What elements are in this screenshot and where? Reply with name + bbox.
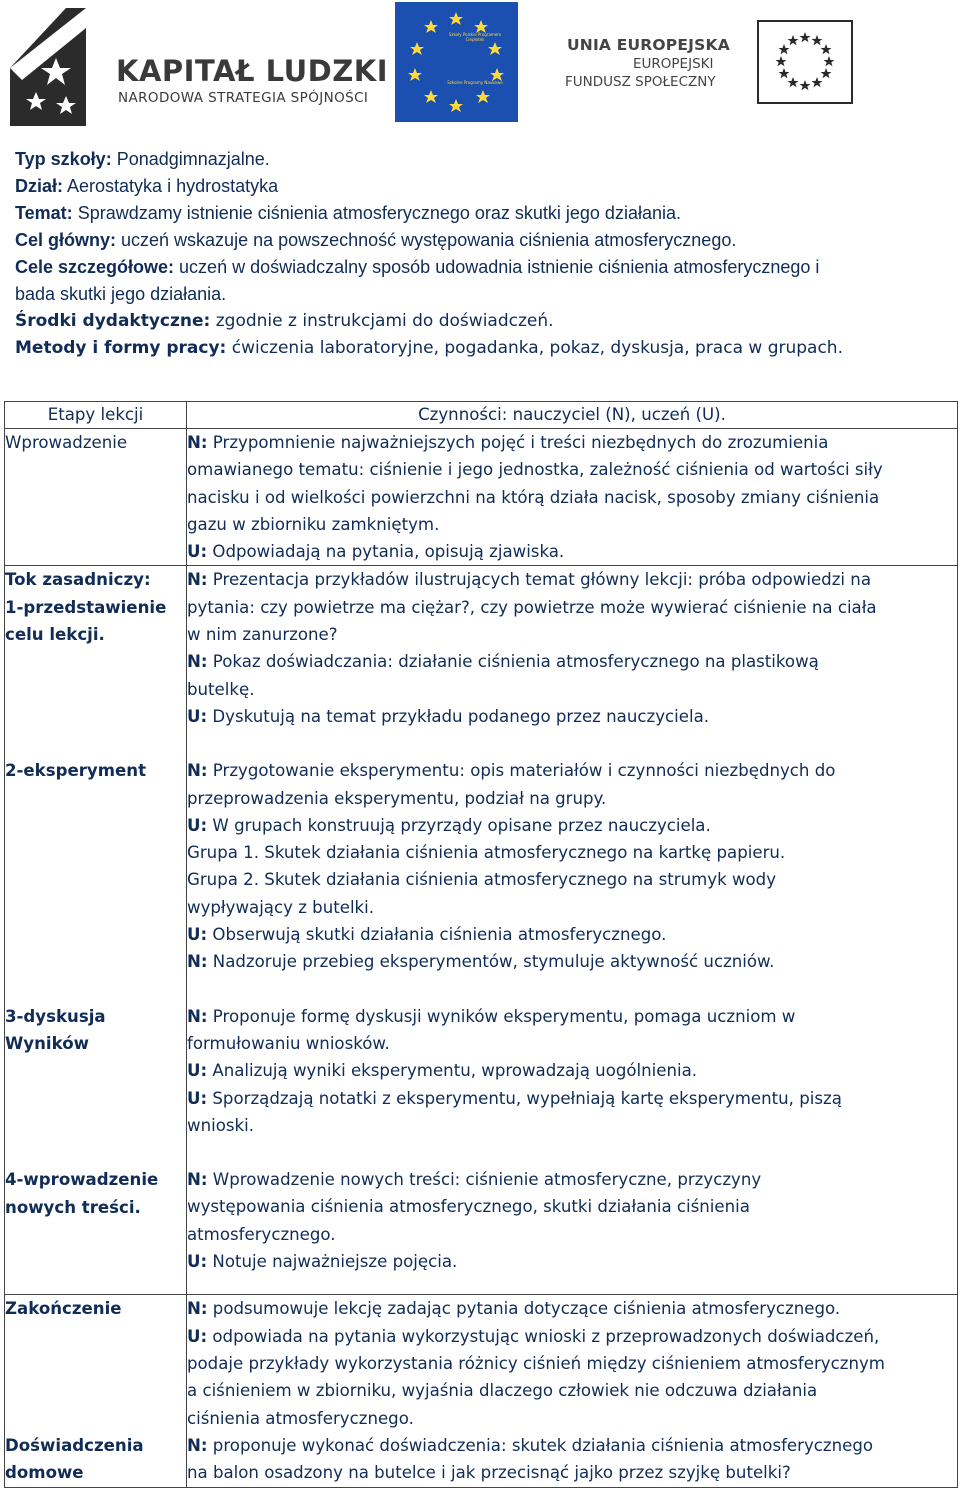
stage-new-content-line: 4-wprowadzenie	[5, 1170, 159, 1190]
stage-home-experiments-line: domowe	[5, 1463, 84, 1483]
text-line: U: Sporządzają notatki z eksperymentu, wypełniają kartę eksperymentu, piszą	[187, 1088, 842, 1108]
kapital-ludzki-logo	[8, 8, 388, 126]
meta-main-goal	[15, 227, 945, 254]
text-line: atmosferycznego.	[187, 1224, 336, 1244]
text-line: omawianego tematu: ciśnienie i jego jednostka, zależność ciśnienia od wartości siły	[187, 460, 883, 480]
meta-label: Środki dydaktyczne:	[15, 311, 211, 331]
meta-value: Sprawdzamy istnienie ciśnienia atmosferycznego oraz skutki jego działania.	[72, 203, 681, 223]
meta-label: Cel główny:	[15, 230, 117, 250]
meta-detailed-goals-cont: bada skutki jego działania.	[15, 284, 227, 304]
stage-discussion-line: Wyników	[5, 1033, 89, 1053]
table-row-end	[5, 1295, 958, 1487]
table-row-intro	[5, 429, 958, 566]
table-header-row	[5, 402, 958, 429]
meta-topic	[15, 200, 945, 227]
stage-new-content-line: nowych treści.	[5, 1197, 141, 1217]
meta-label: Temat:	[15, 203, 73, 223]
meta-section	[15, 173, 945, 200]
eu-flag-icon	[757, 20, 853, 104]
header-cell-activities: Czynności: nauczyciel (N), uczeń (U).	[187, 402, 958, 429]
stage-home-experiments-line: Doświadczenia	[5, 1435, 144, 1455]
stage-ending: Zakończenie	[5, 1299, 122, 1319]
meta-school-type	[15, 146, 945, 173]
text-line: U: odpowiada na pytania wykorzystując wnioski z przeprowadzonych doświadczeń,	[187, 1326, 880, 1346]
text-line: U: Dyskutują na temat przykładu podanego przez nauczyciela.	[187, 706, 710, 726]
text-line: U: Obserwują skutki działania ciśnienia atmosferycznego.	[187, 925, 667, 945]
text-line: N: Proponuje formę dyskusji wyników eksperymentu, pomaga uczniom w	[187, 1006, 796, 1026]
text-line: U: Analizują wyniki eksperymentu, wprowadzają uogólnienia.	[187, 1061, 698, 1081]
eu-logo-line1: UNIA EUROPEJSKA	[567, 36, 730, 54]
text-line: Grupa 1. Skutek działania ciśnienia atmosferycznego na kartkę papieru.	[187, 843, 786, 863]
star-circle-icon	[395, 2, 518, 122]
text-line: przeprowadzenia eksperymentu, podział na grupy.	[187, 788, 607, 808]
activity-cell-end	[187, 1295, 958, 1487]
meta-label: Dział:	[15, 176, 64, 196]
text-line: formułowaniu wniosków.	[187, 1033, 390, 1053]
meta-value: Ponadgimnazjalne.	[111, 149, 270, 169]
meta-label: Typ szkoły:	[15, 149, 112, 169]
eu-logo	[555, 20, 855, 110]
text-line: występowania ciśnienia atmosferycznego, skutki działania ciśnienia	[187, 1197, 750, 1217]
meta-value: ćwiczenia laboratoryjne, pogadanka, pokaz, dyskusja, praca w grupach.	[226, 338, 843, 358]
meta-label: Cele szczegółowe:	[15, 257, 175, 277]
text-line: w nim zanurzone?	[187, 625, 338, 645]
text-line: U: Odpowiadają na pytania, opisują zjawiska.	[187, 542, 565, 562]
text-line: nacisku i od wielkości powierzchni na którą działa nacisk, sposoby zmiany ciśnienia	[187, 487, 880, 507]
text-line: N: Wprowadzenie nowych treści: ciśnienie atmosferyczne, przyczyny	[187, 1170, 762, 1190]
stage-cell-main	[5, 566, 187, 1295]
stage-experiment: 2-eksperyment	[5, 761, 147, 781]
text-line: pytania: czy powietrze ma ciężar?, czy powietrze może wywierać ciśnienie na ciała	[187, 597, 877, 617]
text-line: N: Pokaz doświadczania: działanie ciśnienia atmosferycznego na plastikową	[187, 652, 819, 672]
meta-label: Metody i formy pracy:	[15, 338, 227, 358]
kapital-ludzki-subtitle: NARODOWA STRATEGIA SPÓJNOŚCI	[118, 90, 369, 106]
meta-methods	[15, 335, 945, 362]
meta-detailed-goals	[15, 254, 945, 281]
stage-main-line: Tok zasadniczy:	[5, 570, 151, 590]
stage-discussion-line: 3-dyskusja	[5, 1006, 106, 1026]
text-line: N: Nadzoruje przebieg eksperymentów, stymuluje aktywność uczniów.	[187, 952, 775, 972]
stage-main-line: celu lekcji.	[5, 625, 105, 645]
text-line: U: W grupach konstruują przyrządy opisane przez nauczyciela.	[187, 815, 711, 835]
text-line: wypływający z butelki.	[187, 897, 375, 917]
eu-logo-line3: FUNDUSZ SPOŁECZNY	[565, 74, 716, 90]
text-line: N: podsumowuje lekcję zadając pytania dotyczące ciśnienia atmosferycznego.	[187, 1299, 841, 1319]
text-line: ciśnienia atmosferycznego.	[187, 1408, 414, 1428]
stage-intro-label: Wprowadzenie	[5, 433, 128, 452]
kapital-ludzki-emblem-icon	[8, 8, 108, 126]
text-line: a ciśnieniem w zbiorniku, wyjaśnia dlaczego człowiek nie odczuwa działania	[187, 1381, 818, 1401]
text-line: N: Przygotowanie eksperymentu: opis materiałów i czynności niezbędnych do	[187, 761, 836, 781]
text-line: U: Notuje najważniejsze pojęcia.	[187, 1252, 458, 1272]
text-line: gazu w zbiorniku zamkniętym.	[187, 514, 440, 534]
meta-value: uczeń w doświadczalny sposób udowadnia istnienie ciśnienia atmosferycznego i	[174, 257, 820, 277]
text-line: N: Przypomnienie najważniejszych pojęć i treści niezbędnych do zrozumienia	[187, 433, 829, 452]
school-program-logo	[395, 2, 518, 122]
activity-cell-intro	[187, 429, 958, 566]
text-line: Grupa 2. Skutek działania ciśnienia atmosferycznego na strumyk wody	[187, 870, 777, 890]
text-line: wnioski.	[187, 1115, 254, 1135]
text-line: N: proponuje wykonać doświadczenia: skutek działania ciśnienia atmosferycznego	[187, 1435, 874, 1455]
kapital-ludzki-title: KAPITAŁ LUDZKI	[116, 54, 389, 88]
header-logos	[0, 0, 960, 130]
text-line: na balon osadzony na butelce i jak przecisnąć jajko przez szyjkę butelki?	[187, 1463, 791, 1483]
meta-teaching-aids	[15, 308, 945, 335]
text-line: N: Prezentacja przykładów ilustrujących temat główny lekcji: próba odpowiedzi na	[187, 570, 871, 590]
meta-value: uczeń wskazuje na powszechność występowania ciśnienia atmosferycznego.	[116, 230, 737, 250]
meta-value: Aerostatyka i hydrostatyka	[63, 176, 279, 196]
school-logo-text-1: Szkoły Polskie Programem Ciepłotek	[448, 32, 502, 42]
header-cell-stages: Etapy lekcji	[5, 402, 187, 429]
stage-main-line: 1-przedstawienie	[5, 597, 167, 617]
meta-value: zgodnie z instrukcjami do doświadczeń.	[210, 311, 554, 331]
activity-cell-main	[187, 566, 958, 1295]
table-row-main	[5, 566, 958, 1295]
lesson-meta	[15, 146, 945, 362]
stage-cell-intro	[5, 429, 187, 566]
lesson-plan-table	[4, 401, 958, 1488]
text-line: podaje przykłady wykorzystania różnicy ciśnień między ciśnieniem atmosferycznym	[187, 1354, 885, 1374]
stage-cell-end	[5, 1295, 187, 1487]
text-line: butelkę.	[187, 679, 255, 699]
eu-logo-line2: EUROPEJSKI	[633, 56, 714, 72]
school-logo-text-2: Szkolne Programy Naukowe	[447, 80, 503, 85]
